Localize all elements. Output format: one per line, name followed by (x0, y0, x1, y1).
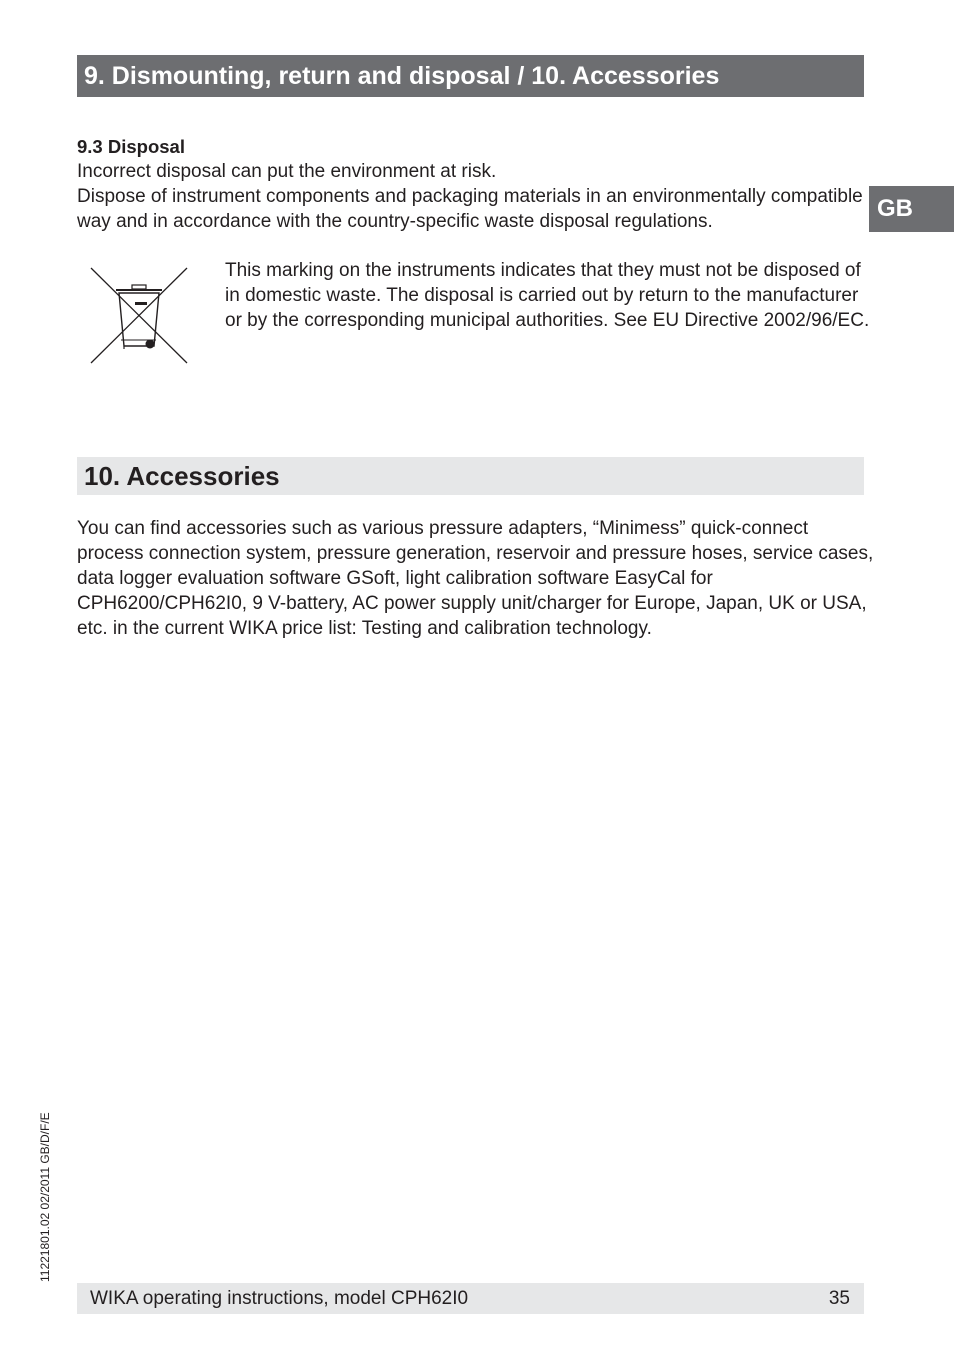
language-tab: GB (869, 186, 954, 232)
document-code: 11221801.02 02/2011 GB/D/F/E (38, 1112, 52, 1282)
crossed-out-wheelie-bin-icon (88, 264, 190, 366)
weee-marking-text: This marking on the instruments indicates that they must not be disposed of in domestic waste. The disposal is carried out by return to the manufacturer or by the corresponding municipal authorities. See EU Directive 2002/96/EC. (225, 260, 870, 331)
page-footer (77, 1283, 864, 1314)
page-title: 9. Dismounting, return and disposal / 10. Accessories (84, 62, 720, 90)
section-heading-disposal: 9.3 Disposal (77, 136, 185, 157)
accessories-text: You can find accessories such as various pressure adapters, “Minimess” quick-connect process connection system, pressure generation, reservoir and pressure hoses, service cases, data logger evaluation software GSoft, light calibration software EasyCal for CPH6200/CPH62I0, 9 V-battery, AC power supply unit/charger for Europe, Japan, UK or USA, etc. in the current WIKA price list: Testing and calibration technology. (77, 518, 874, 639)
section-header-accessories (77, 457, 864, 495)
section-disposal (77, 134, 877, 234)
page-header-bar (77, 55, 864, 97)
disposal-warning-text: Incorrect disposal can put the environment at risk. (77, 161, 497, 182)
section-heading-accessories: 10. Accessories (84, 461, 280, 491)
disposal-instruction-text: Dispose of instrument components and packaging materials in an environmentally compatible way and in accordance with the country-specific waste disposal regulations. (77, 186, 863, 232)
page-number: 35 (828, 1288, 850, 1309)
footer-title: WIKA operating instructions, model CPH62I0 (90, 1288, 469, 1309)
